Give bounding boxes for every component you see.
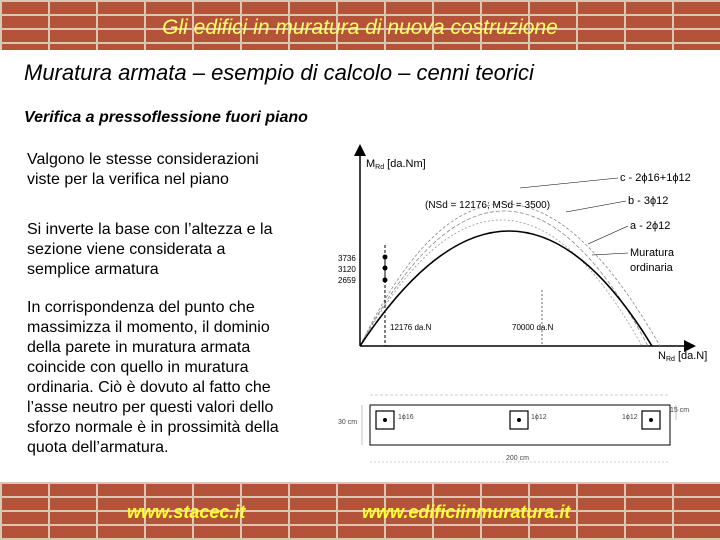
rebar-label-1: 1ϕ16 (398, 414, 414, 421)
section-height-label: 30 cm (338, 419, 358, 426)
y-tick-label: 2659 (338, 276, 356, 285)
paragraph-line: viste per la verifica nel piano (27, 171, 229, 188)
leader-line-ordinary (592, 253, 628, 255)
paragraph-2 (27, 220, 317, 280)
rebar-3 (649, 418, 653, 422)
rebar-2 (517, 418, 521, 422)
y-tick-label: 3120 (338, 265, 356, 274)
paragraph-line: Si inverte la base con l’altezza e la (27, 221, 273, 238)
brick-footer-band (0, 482, 720, 540)
curve-label-c: c - 2ϕ16+1ϕ12 (620, 172, 691, 184)
paragraph-line: In corrispondenza del punto che (27, 299, 255, 316)
rebar-label-2: 1ϕ12 (531, 414, 547, 421)
rebar-label-3: 1ϕ12 (622, 414, 638, 421)
x-axis-label: NRd [da.N] (658, 350, 708, 363)
point-3736 (383, 255, 388, 260)
curve-label-b: b - 3ϕ12 (628, 195, 669, 207)
section-width-label: 200 cm (506, 455, 529, 462)
leader-line-b (566, 201, 626, 212)
curve-label-ordinary-2: ordinaria (630, 262, 673, 274)
section-cover-label: 15 cm (670, 407, 690, 414)
stacec-link[interactable]: www.stacec.it (127, 502, 246, 522)
rebar-1 (383, 418, 387, 422)
paragraph-line: sezione viene considerata a (27, 241, 226, 258)
paragraph-line: Valgono le stesse considerazioni (27, 151, 259, 168)
interaction-domain-diagram (330, 140, 720, 480)
point-2659 (383, 278, 388, 283)
paragraph-line: sforzo normale è in prossimità della (27, 419, 279, 436)
paragraph-line: l’asse neutro per questi valori dello (27, 399, 274, 416)
wall-cross-section (338, 395, 689, 462)
paragraph-line: semplice armatura (27, 261, 159, 278)
leader-line-c (520, 178, 618, 188)
header-title: Gli edifici in muratura di nuova costruzione (162, 16, 558, 39)
edificiinmuratura-link[interactable]: www.edificiinmuratura.it (362, 502, 571, 522)
paragraph-line: della parete in muratura armata (27, 339, 251, 356)
x-tick-label: 12176 da.N (390, 323, 432, 332)
section-title: Verifica a pressoflessione fuori piano (24, 109, 308, 126)
x-tick-label: 70000 da.N (512, 323, 554, 332)
paragraph-3 (27, 298, 317, 458)
y-axis-label: MRd [da.Nm] (366, 158, 426, 171)
curve-label-a: a - 2ϕ12 (630, 220, 671, 232)
point-3120 (383, 266, 388, 271)
curve-label-ordinary-1: Muratura (630, 247, 675, 259)
paragraph-line: coincide con quello in muratura (27, 359, 249, 376)
paragraph-line: massimizza il momento, il dominio (27, 319, 270, 336)
y-tick-label: 3736 (338, 254, 356, 263)
paragraph-line: quota dell’armatura. (27, 439, 169, 456)
design-point-label: (NSd = 12176; MSd = 3500) (425, 200, 551, 211)
slide-title: Muratura armata – esempio di calcolo – cenni teorici (24, 60, 534, 85)
paragraph-line: ordinaria. Ciò è dovuto al fatto che (27, 379, 271, 396)
paragraph-1 (27, 150, 317, 190)
leader-line-a (588, 226, 628, 244)
